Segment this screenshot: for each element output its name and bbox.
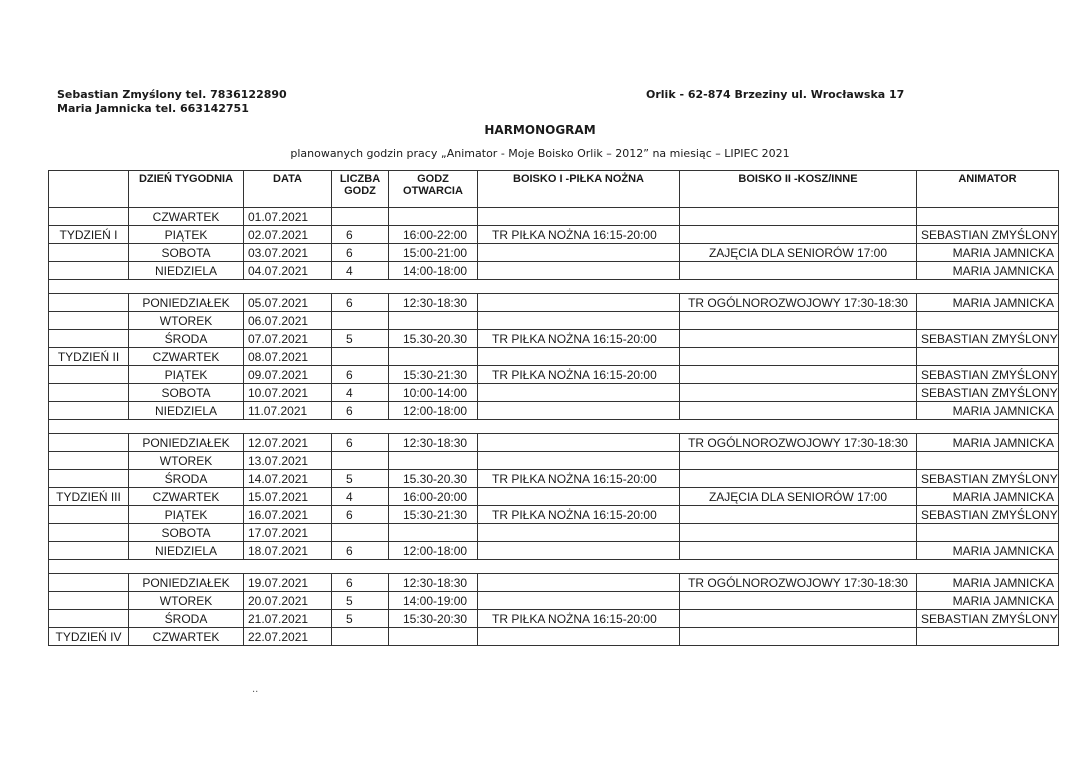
field1-activity-cell (478, 452, 680, 470)
week-label-cell (49, 208, 129, 226)
hours-cell: 5 (332, 610, 389, 628)
field2-activity-cell (680, 542, 917, 560)
table-row (49, 524, 1059, 542)
animator-cell: MARIA JAMNICKA (917, 542, 1059, 560)
animator-cell (917, 524, 1059, 542)
table-row (49, 312, 1059, 330)
hours-cell: 6 (332, 402, 389, 420)
animator-cell: MARIA JAMNICKA (917, 434, 1059, 452)
opening-hours-cell: 12:30-18:30 (389, 294, 478, 312)
animator-cell: SEBASTIAN ZMYŚLONY (917, 384, 1059, 402)
week-label-cell (49, 542, 129, 560)
week-label-cell (49, 506, 129, 524)
field2-activity-cell (680, 312, 917, 330)
opening-hours-cell: 15:30-21:30 (389, 366, 478, 384)
animator-cell: SEBASTIAN ZMYŚLONY (917, 470, 1059, 488)
day-cell: WTOREK (129, 312, 244, 330)
day-cell: CZWARTEK (129, 348, 244, 366)
date-cell: 09.07.2021 (244, 366, 332, 384)
field1-activity-cell (478, 574, 680, 592)
animator-cell (917, 312, 1059, 330)
opening-hours-cell (389, 524, 478, 542)
day-cell: CZWARTEK (129, 628, 244, 646)
table-row (49, 628, 1059, 646)
hours-cell: 6 (332, 542, 389, 560)
day-cell: WTOREK (129, 592, 244, 610)
field1-activity-cell (478, 488, 680, 506)
week-separator-row (49, 420, 1059, 434)
separator-cell (49, 280, 1059, 294)
field1-activity-cell (478, 244, 680, 262)
opening-hours-cell (389, 208, 478, 226)
col-header-day: DZIEŃ TYGODNIA (129, 171, 244, 208)
animator-cell: SEBASTIAN ZMYŚLONY (917, 226, 1059, 244)
opening-hours-cell: 15:00-21:00 (389, 244, 478, 262)
table-row (49, 574, 1059, 592)
animator-cell: MARIA JAMNICKA (917, 402, 1059, 420)
table-row (49, 434, 1059, 452)
week-label-cell (49, 574, 129, 592)
animator-cell: MARIA JAMNICKA (917, 592, 1059, 610)
venue-address: Orlik - 62-874 Brzeziny ul. Wrocławska 17 (646, 88, 905, 101)
week-label-cell (49, 294, 129, 312)
opening-hours-cell (389, 312, 478, 330)
day-cell: PIĄTEK (129, 366, 244, 384)
field1-activity-cell (478, 402, 680, 420)
opening-hours-cell: 14:00-19:00 (389, 592, 478, 610)
table-row (49, 348, 1059, 366)
field2-activity-cell: TR OGÓLNOROZWOJOWY 17:30-18:30 (680, 294, 917, 312)
week-label-cell (49, 452, 129, 470)
field2-activity-cell (680, 262, 917, 280)
day-cell: PONIEDZIAŁEK (129, 434, 244, 452)
hours-cell: 5 (332, 330, 389, 348)
date-cell: 03.07.2021 (244, 244, 332, 262)
field2-activity-cell: TR OGÓLNOROZWOJOWY 17:30-18:30 (680, 434, 917, 452)
opening-hours-cell: 12:00-18:00 (389, 402, 478, 420)
week-separator-row (49, 560, 1059, 574)
date-cell: 18.07.2021 (244, 542, 332, 560)
date-cell: 17.07.2021 (244, 524, 332, 542)
hours-cell: 6 (332, 226, 389, 244)
contact-line-2: Maria Jamnicka tel. 663142751 (57, 102, 249, 115)
animator-cell (917, 208, 1059, 226)
date-cell: 13.07.2021 (244, 452, 332, 470)
col-header-week (49, 171, 129, 208)
field2-activity-cell (680, 384, 917, 402)
col-header-field1: BOISKO I -PIŁKA NOŻNA (478, 171, 680, 208)
animator-cell: SEBASTIAN ZMYŚLONY (917, 506, 1059, 524)
field2-activity-cell: TR OGÓLNOROZWOJOWY 17:30-18:30 (680, 574, 917, 592)
day-cell: ŚRODA (129, 330, 244, 348)
opening-hours-cell: 16:00-20:00 (389, 488, 478, 506)
day-cell: PIĄTEK (129, 506, 244, 524)
field1-activity-cell (478, 208, 680, 226)
hours-cell: 6 (332, 244, 389, 262)
hours-cell: 6 (332, 294, 389, 312)
col-header-field2: BOISKO II -KOSZ/INNE (680, 171, 917, 208)
week-label-cell (49, 434, 129, 452)
week-separator-row (49, 280, 1059, 294)
hours-cell: 6 (332, 574, 389, 592)
stray-mark: .. (252, 684, 259, 695)
date-cell: 22.07.2021 (244, 628, 332, 646)
field1-activity-cell (478, 348, 680, 366)
opening-hours-cell: 14:00-18:00 (389, 262, 478, 280)
animator-cell: MARIA JAMNICKA (917, 262, 1059, 280)
week-label-cell (49, 366, 129, 384)
field1-activity-cell: TR PIŁKA NOŻNA 16:15-20:00 (478, 506, 680, 524)
table-row (49, 470, 1059, 488)
schedule-body (49, 208, 1059, 646)
day-cell: PONIEDZIAŁEK (129, 294, 244, 312)
day-cell: SOBOTA (129, 384, 244, 402)
hours-cell: 6 (332, 506, 389, 524)
field2-activity-cell (680, 348, 917, 366)
opening-hours-cell: 12:30-18:30 (389, 434, 478, 452)
field2-activity-cell (680, 366, 917, 384)
field1-activity-cell: TR PIŁKA NOŻNA 16:15-20:00 (478, 366, 680, 384)
contact-line-1: Sebastian Zmyślony tel. 7836122890 (57, 88, 287, 101)
schedule-table (48, 170, 1059, 646)
opening-hours-cell: 15.30-20.30 (389, 470, 478, 488)
week-label-cell (49, 330, 129, 348)
table-row (49, 208, 1059, 226)
day-cell: SOBOTA (129, 244, 244, 262)
week-label-cell (49, 470, 129, 488)
week-label-cell (49, 610, 129, 628)
table-header-row (49, 171, 1059, 208)
date-cell: 11.07.2021 (244, 402, 332, 420)
date-cell: 08.07.2021 (244, 348, 332, 366)
field2-activity-cell (680, 452, 917, 470)
date-cell: 21.07.2021 (244, 610, 332, 628)
col-header-date: DATA (244, 171, 332, 208)
table-row (49, 402, 1059, 420)
field2-activity-cell (680, 226, 917, 244)
opening-hours-cell: 15:30-20:30 (389, 610, 478, 628)
field2-activity-cell (680, 592, 917, 610)
week-label-cell (49, 244, 129, 262)
col-header-opening: GODZ OTWARCIA (389, 171, 478, 208)
hours-cell: 5 (332, 592, 389, 610)
date-cell: 15.07.2021 (244, 488, 332, 506)
week-label-cell: TYDZIEŃ III (49, 488, 129, 506)
hours-cell: 5 (332, 470, 389, 488)
week-label-cell: TYDZIEŃ II (49, 348, 129, 366)
table-row (49, 452, 1059, 470)
day-cell: ŚRODA (129, 470, 244, 488)
table-row (49, 330, 1059, 348)
hours-cell: 4 (332, 262, 389, 280)
day-cell: NIEDZIELA (129, 402, 244, 420)
hours-cell: 6 (332, 434, 389, 452)
day-cell: WTOREK (129, 452, 244, 470)
table-row (49, 592, 1059, 610)
field1-activity-cell: TR PIŁKA NOŻNA 16:15-20:00 (478, 470, 680, 488)
week-label-cell (49, 384, 129, 402)
opening-hours-cell: 12:00-18:00 (389, 542, 478, 560)
field2-activity-cell (680, 506, 917, 524)
field2-activity-cell: ZAJĘCIA DLA SENIORÓW 17:00 (680, 244, 917, 262)
opening-hours-cell: 10:00-14:00 (389, 384, 478, 402)
day-cell: PONIEDZIAŁEK (129, 574, 244, 592)
field2-activity-cell (680, 330, 917, 348)
document-subtitle: planowanych godzin pracy „Animator - Moje Boisko Orlik – 2012” na miesiąc – LIPIEC 2021 (290, 147, 790, 160)
day-cell: PIĄTEK (129, 226, 244, 244)
hours-cell: 4 (332, 384, 389, 402)
hours-cell (332, 628, 389, 646)
field1-activity-cell (478, 262, 680, 280)
animator-cell: MARIA JAMNICKA (917, 294, 1059, 312)
hours-cell (332, 208, 389, 226)
date-cell: 19.07.2021 (244, 574, 332, 592)
date-cell: 04.07.2021 (244, 262, 332, 280)
hours-cell (332, 524, 389, 542)
field1-activity-cell (478, 592, 680, 610)
animator-cell: MARIA JAMNICKA (917, 488, 1059, 506)
week-label-cell (49, 262, 129, 280)
table-row (49, 244, 1059, 262)
hours-cell: 6 (332, 366, 389, 384)
animator-cell: SEBASTIAN ZMYŚLONY (917, 610, 1059, 628)
table-row (49, 506, 1059, 524)
opening-hours-cell: 16:00-22:00 (389, 226, 478, 244)
week-label-cell (49, 524, 129, 542)
opening-hours-cell (389, 452, 478, 470)
field2-activity-cell (680, 208, 917, 226)
animator-cell (917, 348, 1059, 366)
table-row (49, 262, 1059, 280)
date-cell: 16.07.2021 (244, 506, 332, 524)
field1-activity-cell: TR PIŁKA NOŻNA 16:15-20:00 (478, 226, 680, 244)
field1-activity-cell (478, 628, 680, 646)
field2-activity-cell: ZAJĘCIA DLA SENIORÓW 17:00 (680, 488, 917, 506)
animator-cell (917, 628, 1059, 646)
animator-cell: SEBASTIAN ZMYŚLONY (917, 366, 1059, 384)
table-row (49, 610, 1059, 628)
table-row (49, 226, 1059, 244)
table-row (49, 384, 1059, 402)
document-title: HARMONOGRAM (484, 123, 596, 137)
table-row (49, 542, 1059, 560)
opening-hours-cell: 12:30-18:30 (389, 574, 478, 592)
date-cell: 01.07.2021 (244, 208, 332, 226)
week-label-cell (49, 402, 129, 420)
day-cell: NIEDZIELA (129, 262, 244, 280)
table-row (49, 294, 1059, 312)
date-cell: 12.07.2021 (244, 434, 332, 452)
field2-activity-cell (680, 610, 917, 628)
table-row (49, 366, 1059, 384)
date-cell: 20.07.2021 (244, 592, 332, 610)
date-cell: 14.07.2021 (244, 470, 332, 488)
hours-cell (332, 312, 389, 330)
field2-activity-cell (680, 524, 917, 542)
date-cell: 02.07.2021 (244, 226, 332, 244)
opening-hours-cell: 15.30-20.30 (389, 330, 478, 348)
field1-activity-cell (478, 312, 680, 330)
opening-hours-cell (389, 628, 478, 646)
field1-activity-cell: TR PIŁKA NOŻNA 16:15-20:00 (478, 610, 680, 628)
week-label-cell (49, 592, 129, 610)
opening-hours-cell: 15:30-21:30 (389, 506, 478, 524)
field2-activity-cell (680, 470, 917, 488)
field1-activity-cell (478, 434, 680, 452)
col-header-hours: LICZBA GODZ (332, 171, 389, 208)
date-cell: 05.07.2021 (244, 294, 332, 312)
hours-cell: 4 (332, 488, 389, 506)
animator-cell (917, 452, 1059, 470)
field1-activity-cell (478, 524, 680, 542)
animator-cell: MARIA JAMNICKA (917, 244, 1059, 262)
table-row (49, 488, 1059, 506)
date-cell: 10.07.2021 (244, 384, 332, 402)
opening-hours-cell (389, 348, 478, 366)
field1-activity-cell: TR PIŁKA NOŻNA 16:15-20:00 (478, 330, 680, 348)
date-cell: 07.07.2021 (244, 330, 332, 348)
day-cell: CZWARTEK (129, 208, 244, 226)
week-label-cell: TYDZIEŃ IV (49, 628, 129, 646)
day-cell: NIEDZIELA (129, 542, 244, 560)
col-header-animator: ANIMATOR (917, 171, 1059, 208)
separator-cell (49, 420, 1059, 434)
field1-activity-cell (478, 294, 680, 312)
week-label-cell (49, 312, 129, 330)
contact-info-left (57, 88, 287, 116)
field2-activity-cell (680, 628, 917, 646)
field2-activity-cell (680, 402, 917, 420)
hours-cell (332, 348, 389, 366)
animator-cell: SEBASTIAN ZMYŚLONY (917, 330, 1059, 348)
day-cell: ŚRODA (129, 610, 244, 628)
animator-cell: MARIA JAMNICKA (917, 574, 1059, 592)
date-cell: 06.07.2021 (244, 312, 332, 330)
field1-activity-cell (478, 542, 680, 560)
separator-cell (49, 560, 1059, 574)
hours-cell (332, 452, 389, 470)
day-cell: CZWARTEK (129, 488, 244, 506)
day-cell: SOBOTA (129, 524, 244, 542)
week-label-cell: TYDZIEŃ I (49, 226, 129, 244)
field1-activity-cell (478, 384, 680, 402)
